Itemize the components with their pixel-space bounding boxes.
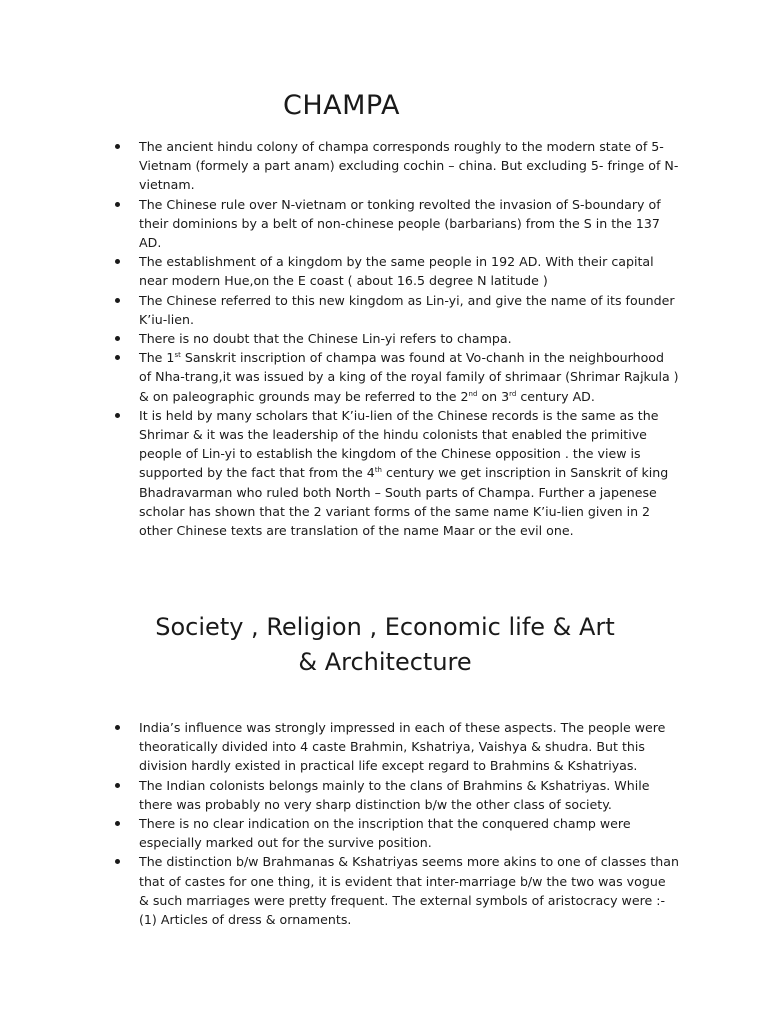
- bullet-icon: [115, 821, 120, 826]
- list-item-text: There is no clear indication on the inscription that the conquered champ were especially marked out for the survive position.: [139, 816, 631, 851]
- list-item-text: The establishment of a kingdom by the same people in 192 AD. With their capital near modern Hue,on the E coast ( about 16.5 degree N latitude ): [139, 254, 654, 289]
- text-run: The 1: [139, 350, 175, 366]
- list-item-text: India’s influence was strongly impressed in each of these aspects. The people were theoratically divided into 4 caste Brahmin, Kshatriya, Vaishya & shudra. But this division hardly existed in practical life except regard to Brahmins & Kshatriyas.: [139, 720, 666, 774]
- list-item: [139, 776, 679, 814]
- section-heading: Society , Religion , Economic life & Art & Architecture: [155, 613, 615, 676]
- superscript: rd: [509, 389, 517, 398]
- bullet-icon: [115, 336, 120, 341]
- superscript: nd: [468, 389, 478, 398]
- list-item: [139, 195, 679, 253]
- list-item: [139, 137, 679, 195]
- list-item: [139, 291, 679, 329]
- society-bullet-list: [139, 718, 679, 929]
- list-item-text: The distinction b/w Brahmanas & Kshatriyas seems more akins to one of classes than that of castes for one thing, it is evident that inter-marriage b/w the two was vogue & such marriages were pretty frequent. The external symbols of aristocracy were :-: [139, 854, 679, 908]
- text-run: It is held by many scholars that K’iu-lien of the Chinese records is the same as the Shrimar & it was the leadership of the hindu colonists that enabled the primitive people of Lin-yi to establish the kingdom of the Chinese opposition . the view is supported by the fact that from the 4: [139, 407, 659, 481]
- superscript: th: [374, 466, 382, 475]
- text-run: century AD.: [516, 388, 595, 404]
- bullet-icon: [115, 202, 120, 207]
- list-item: [139, 252, 679, 290]
- list-item-text: The Chinese referred to this new kingdom as Lin-yi, and give the name of its founder K’iu-lien.: [139, 292, 675, 327]
- bullet-icon: [115, 144, 120, 149]
- superscript: st: [174, 351, 181, 360]
- sub-list-item: (1) Articles of dress & ornaments.: [139, 912, 352, 928]
- text-run: on 3: [477, 388, 510, 404]
- bullet-icon: [115, 259, 120, 264]
- list-item: [139, 718, 679, 776]
- bullet-icon: [115, 859, 120, 864]
- list-item: [139, 329, 679, 348]
- list-item: [139, 852, 679, 929]
- list-item-text: There is no doubt that the Chinese Lin-yi refers to champa.: [139, 331, 512, 347]
- text-run: century we get inscription in Sanskrit of king Bhadravarman who ruled both North – South parts of Champa. Further a japenese scholar has shown that the 2 variant forms of the same name K’iu-lien given in 2 other Chinese texts are translation of the name Maar or the evil one.: [139, 465, 669, 539]
- list-item: [139, 406, 679, 540]
- bullet-icon: [115, 783, 120, 788]
- list-item-text: The ancient hindu colony of champa corresponds roughly to the modern state of 5-Vietnam (formely a part anam) excluding cochin – china. But excluding 5- fringe of N-vietnam.: [139, 139, 679, 193]
- page-title: CHAMPA: [283, 90, 400, 121]
- champa-bullet-list: [139, 137, 679, 540]
- text-run: Sanskrit inscription of champa was found at Vo-chanh in the neighbourhood of Nha-trang,it was issued by a king of the royal family of shrimaar (Shrimar Rajkula ) & on paleographic grounds may be referred to the 2: [139, 350, 679, 404]
- list-item: [139, 814, 679, 852]
- list-item: [139, 348, 679, 406]
- bullet-icon: [115, 355, 120, 360]
- bullet-icon: [115, 298, 120, 303]
- list-item-text: The Indian colonists belongs mainly to the clans of Brahmins & Kshatriyas. While there was probably no very sharp distinction b/w the other class of society.: [139, 777, 650, 812]
- bullet-icon: [115, 413, 120, 418]
- bullet-icon: [115, 725, 120, 730]
- list-item-text: The Chinese rule over N-vietnam or tonking revolted the invasion of S-boundary of their dominions by a belt of non-chinese people (barbarians) from the S in the 137 AD.: [139, 196, 661, 251]
